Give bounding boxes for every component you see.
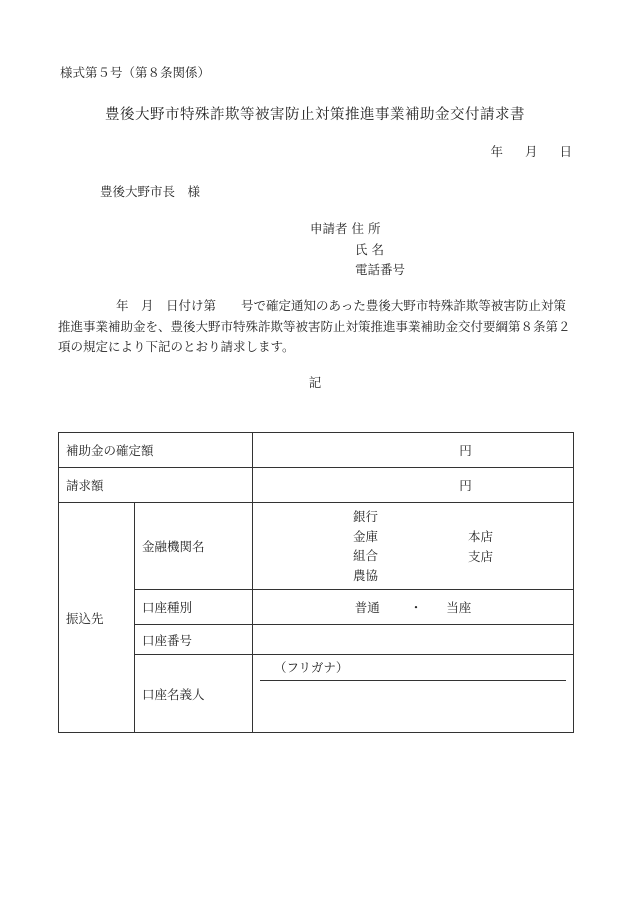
table-row xyxy=(59,433,574,468)
table-row xyxy=(59,590,574,625)
document-title: 豊後大野市特殊詐欺等被害防止対策推進事業補助金交付請求書 xyxy=(105,107,525,123)
account-number-label: 口座番号 xyxy=(135,625,253,655)
branch-type-item: 本店 xyxy=(468,529,494,544)
claim-amount-unit: 円 xyxy=(459,478,472,493)
account-holder-field xyxy=(253,655,574,733)
bank-name-label: 金融機関名 xyxy=(135,503,253,590)
account-number-field[interactable] xyxy=(253,625,574,655)
furigana-label: （フリガナ） xyxy=(274,660,349,675)
applicant-address-label: 申請者 住 所 xyxy=(310,221,381,236)
branch-type-item: 支店 xyxy=(468,548,494,564)
confirmed-amount-unit: 円 xyxy=(459,443,472,458)
bank-type-list xyxy=(353,507,378,585)
paragraph-line-1: 年 月 日付け第 号で確定通知のあった豊後大野市特殊詐欺等被害防止対策 xyxy=(116,298,566,313)
bank-name-field[interactable] xyxy=(253,503,574,590)
date-line: 年 月 日 xyxy=(490,144,572,159)
account-type-separator: ・ xyxy=(409,600,423,615)
confirmed-amount-field[interactable] xyxy=(253,433,574,468)
account-type-field[interactable] xyxy=(253,590,574,625)
account-holder-label: 口座名義人 xyxy=(135,655,253,733)
addressee: 豊後大野市長 様 xyxy=(100,184,201,199)
claim-amount-field[interactable] xyxy=(253,468,574,503)
table-row xyxy=(59,468,574,503)
table-row xyxy=(59,625,574,655)
furigana-field[interactable] xyxy=(260,655,566,681)
ki-heading: 記 xyxy=(308,375,322,390)
table-row xyxy=(59,655,574,733)
transfer-label: 振込先 xyxy=(59,503,135,733)
account-type-current[interactable]: 当座 xyxy=(446,600,472,615)
bank-type-item: 組合 xyxy=(353,548,379,563)
applicant-phone-label: 電話番号 xyxy=(355,262,406,277)
request-table xyxy=(58,432,574,733)
paragraph-rest: 推進事業補助金を、豊後大野市特殊詐欺等被害防止対策推進事業補助金交付要綱第８条第２項の規定により下記のとおり請求します。 xyxy=(58,318,571,354)
claim-amount-label: 請求額 xyxy=(59,468,253,503)
bank-type-item: 農協 xyxy=(353,567,379,583)
form-number: 様式第５号（第８条関係） xyxy=(60,65,211,80)
applicant-block xyxy=(310,219,405,281)
bank-type-item: 銀行 xyxy=(353,509,379,524)
confirmed-amount-label: 補助金の確定額 xyxy=(59,433,253,468)
account-type-label: 口座種別 xyxy=(135,590,253,625)
request-paragraph xyxy=(58,296,578,358)
table-row xyxy=(59,503,574,590)
branch-type-list xyxy=(468,527,493,566)
bank-type-item: 金庫 xyxy=(353,528,379,544)
account-type-ordinary[interactable]: 普通 xyxy=(354,600,380,615)
applicant-name-label: 氏 名 xyxy=(355,241,384,257)
account-holder-name-field[interactable] xyxy=(260,681,566,732)
